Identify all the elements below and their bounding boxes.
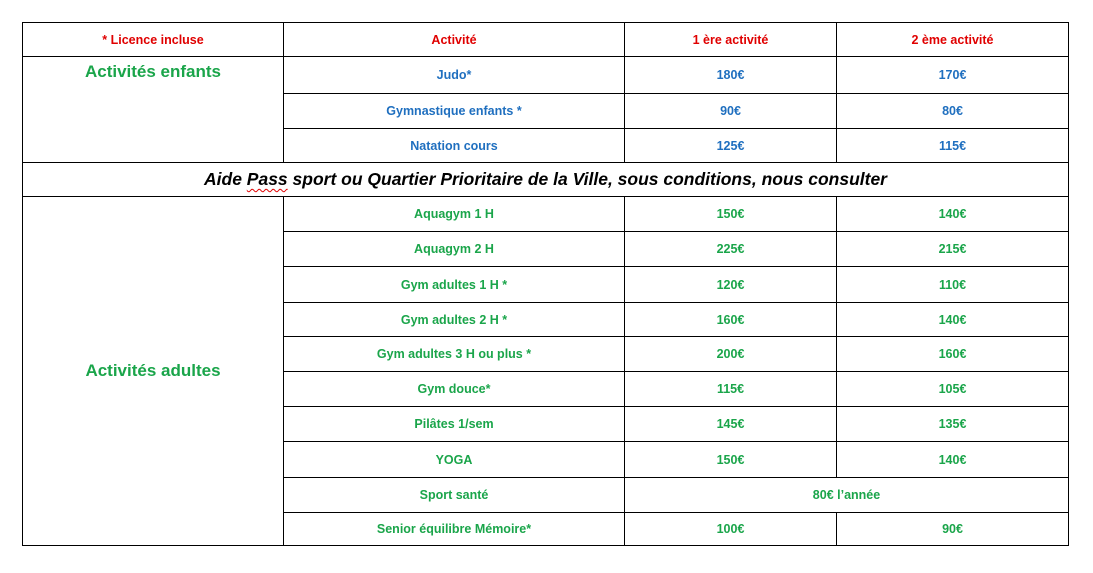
- banner-text-pass: Pass: [246, 169, 288, 189]
- activity-name: Pilâtes 1/sem: [284, 407, 625, 442]
- price-second: 105€: [837, 372, 1069, 407]
- price-second: 140€: [837, 442, 1069, 478]
- price-second: 160€: [837, 337, 1069, 372]
- price-second: 140€: [837, 197, 1069, 232]
- activity-name: Natation cours: [284, 129, 625, 163]
- activity-name: Judo*: [284, 57, 625, 94]
- price-first: 160€: [625, 303, 837, 337]
- tarifs-table: [22, 22, 1069, 546]
- activity-name: Senior équilibre Mémoire*: [284, 513, 625, 546]
- activity-name: Gym adultes 1 H *: [284, 267, 625, 303]
- price-second: 110€: [837, 267, 1069, 303]
- price-merged: 80€ l’année: [625, 478, 1069, 513]
- category-children: Activités enfants: [23, 57, 284, 163]
- header-first-activity: 1 ère activité: [625, 23, 837, 57]
- price-first: 90€: [625, 94, 837, 129]
- price-first: 100€: [625, 513, 837, 546]
- banner-row: [23, 163, 1069, 197]
- price-second: 115€: [837, 129, 1069, 163]
- price-first: 180€: [625, 57, 837, 94]
- table-row: [23, 57, 1069, 94]
- price-first: 150€: [625, 197, 837, 232]
- price-first: 115€: [625, 372, 837, 407]
- banner-text-before: Aide: [204, 169, 247, 189]
- activity-name: Gym adultes 3 H ou plus *: [284, 337, 625, 372]
- price-second: 215€: [837, 232, 1069, 267]
- activity-name: Aquagym 1 H: [284, 197, 625, 232]
- price-second: 90€: [837, 513, 1069, 546]
- activity-name: Gym douce*: [284, 372, 625, 407]
- header-second-activity: 2 ème activité: [837, 23, 1069, 57]
- header-activite: Activité: [284, 23, 625, 57]
- header-row: [23, 23, 1069, 57]
- price-first: 225€: [625, 232, 837, 267]
- price-second: 80€: [837, 94, 1069, 129]
- price-first: 200€: [625, 337, 837, 372]
- price-first: 125€: [625, 129, 837, 163]
- price-first: 150€: [625, 442, 837, 478]
- price-second: 140€: [837, 303, 1069, 337]
- activity-name: YOGA: [284, 442, 625, 478]
- price-second: 135€: [837, 407, 1069, 442]
- activity-name: Gym adultes 2 H *: [284, 303, 625, 337]
- aid-banner: [23, 163, 1069, 197]
- header-licence: * Licence incluse: [23, 23, 284, 57]
- activity-name: Gymnastique enfants *: [284, 94, 625, 129]
- banner-text-after: sport ou Quartier Prioritaire de la Ville, sous conditions, nous consulter: [287, 169, 887, 189]
- price-first: 120€: [625, 267, 837, 303]
- category-adults: Activités adultes: [23, 197, 284, 546]
- activity-name: Sport santé: [284, 478, 625, 513]
- activity-name: Aquagym 2 H: [284, 232, 625, 267]
- table-row: [23, 197, 1069, 232]
- price-second: 170€: [837, 57, 1069, 94]
- price-first: 145€: [625, 407, 837, 442]
